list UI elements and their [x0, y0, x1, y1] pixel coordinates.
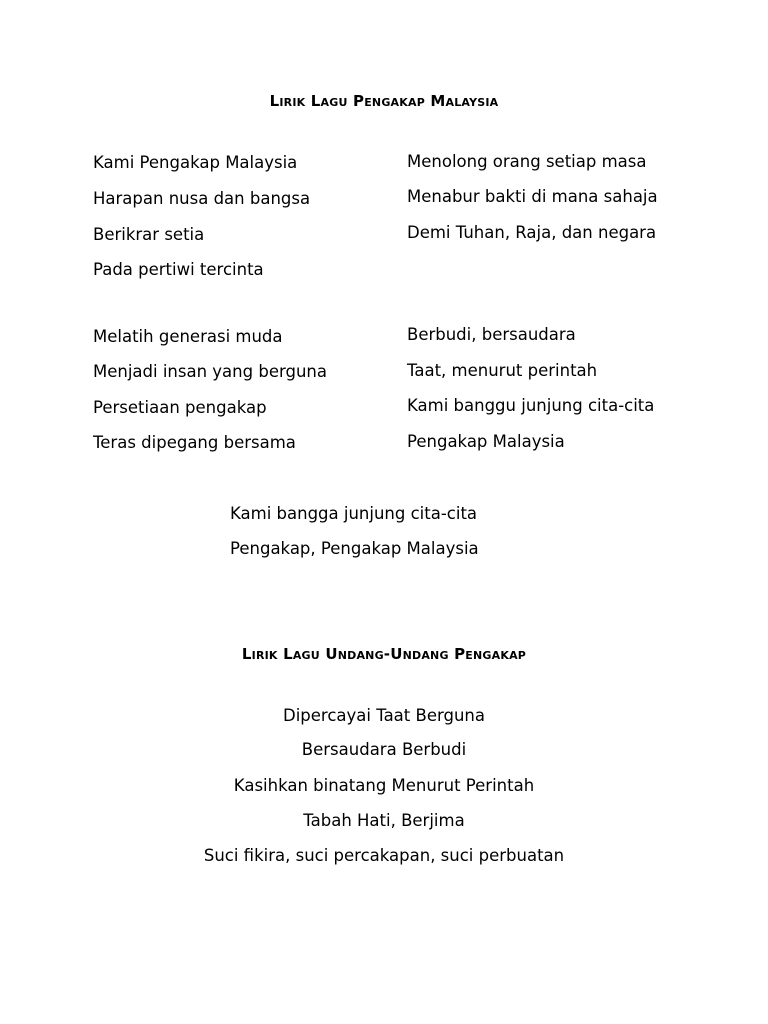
lyric-line: Bersaudara Berbudi: [301, 740, 467, 759]
lyric-line: Demi Tuhan, Raja, dan negara: [407, 223, 657, 242]
lyric-line: Berikrar setia: [93, 225, 205, 244]
lyric-line: Teras dipegang bersama: [93, 433, 296, 452]
lyric-line: Persetiaan pengakap: [93, 398, 267, 417]
lyric-line: Pada pertiwi tercinta: [93, 260, 264, 279]
lyric-line: Taat, menurut perintah: [407, 361, 598, 380]
song1-title: Lirik Lagu Pengakap Malaysia: [269, 92, 499, 110]
lyric-line: Dipercayai Taat Berguna: [283, 706, 485, 725]
lyric-line: Pengakap Malaysia: [407, 432, 565, 451]
lyric-line: Melatih generasi muda: [93, 327, 283, 346]
lyric-line: Menolong orang setiap masa: [407, 152, 647, 171]
lyric-line: Tabah Hati, Berjima: [303, 811, 465, 830]
lyric-line: Pengakap, Pengakap Malaysia: [230, 539, 479, 558]
lyric-line: Kami banggu junjung cita-cita: [407, 396, 655, 415]
lyric-line: Kasihkan binatang Menurut Perintah: [233, 776, 535, 795]
lyric-line: Kami Pengakap Malaysia: [93, 153, 298, 172]
lyric-line: Suci fikira, suci percakapan, suci perbuatan: [203, 846, 565, 865]
lyric-line: Menjadi insan yang berguna: [93, 362, 327, 381]
lyric-line: Kami bangga junjung cita-cita: [230, 504, 478, 523]
lyric-line: Menabur bakti di mana sahaja: [407, 187, 658, 206]
lyric-line: Berbudi, bersaudara: [407, 325, 576, 344]
song2-title: Lirik Lagu Undang-Undang Pengakap: [241, 645, 527, 663]
lyric-line: Harapan nusa dan bangsa: [93, 189, 311, 208]
